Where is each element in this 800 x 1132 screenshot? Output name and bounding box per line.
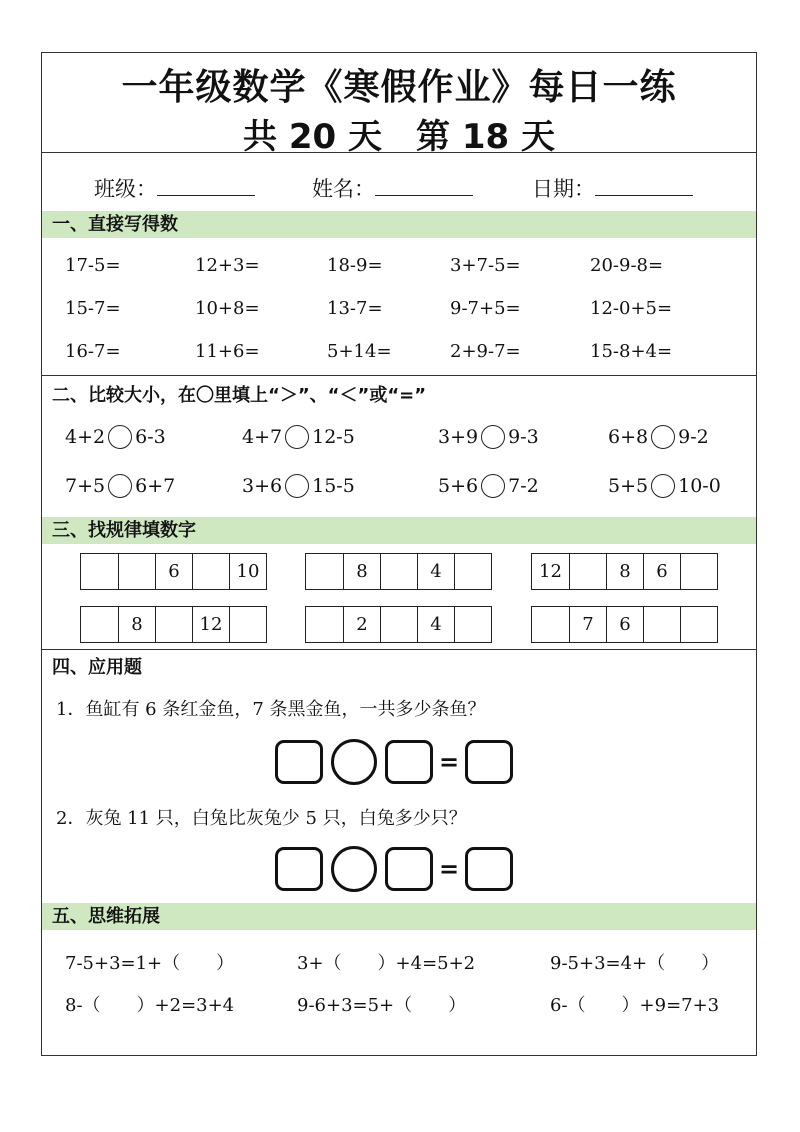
name-blank[interactable] [375, 175, 473, 196]
compare-left: 4+7 [242, 426, 283, 448]
compare-left: 3+6 [242, 475, 283, 497]
answer-box[interactable] [385, 847, 433, 891]
compare-left: 6+8 [608, 426, 649, 448]
fill-in-item[interactable]: 3+（ ）+4=5+2 [297, 953, 476, 974]
compare-left: 4+2 [65, 426, 106, 448]
pattern-cell[interactable] [380, 554, 417, 589]
pattern-row [531, 553, 718, 590]
pattern-cell[interactable]: 4 [417, 607, 454, 642]
answer-equation-2 [275, 846, 513, 892]
pattern-cell[interactable]: 8 [118, 607, 155, 642]
pattern-row [531, 606, 718, 643]
compare-right: 7-2 [508, 475, 539, 497]
worksheet [41, 52, 757, 1056]
pattern-cell[interactable] [569, 554, 606, 589]
pattern-cell[interactable] [454, 607, 491, 642]
pattern-cell[interactable]: 2 [343, 607, 380, 642]
pattern-cell[interactable] [81, 607, 118, 642]
fill-in-item[interactable]: 6-（ ）+9=7+3 [550, 995, 720, 1016]
compare-item [65, 474, 175, 498]
worksheet-title: 一年级数学《寒假作业》每日一练 [121, 67, 677, 108]
compare-left: 5+5 [608, 475, 649, 497]
answer-box[interactable] [275, 740, 323, 784]
operator-circle[interactable] [331, 739, 377, 785]
compare-circle[interactable] [285, 425, 309, 449]
compare-right: 12-5 [312, 426, 355, 448]
section5-title: 五、思维拓展 [42, 903, 756, 930]
compare-item [608, 474, 721, 498]
pattern-cell[interactable] [118, 554, 155, 589]
calc-item[interactable]: 18-9= [327, 255, 383, 276]
section1-title: 一、直接写得数 [42, 211, 756, 238]
pattern-cell[interactable]: 8 [606, 554, 643, 589]
pattern-cell[interactable]: 12 [192, 607, 229, 642]
answer-box[interactable] [275, 847, 323, 891]
calc-item[interactable]: 15-7= [65, 298, 121, 319]
fill-in-item[interactable]: 7-5+3=1+（ ） [65, 953, 235, 974]
compare-item [438, 425, 539, 449]
pattern-cell[interactable] [680, 607, 717, 642]
calc-item[interactable]: 5+14= [327, 341, 392, 362]
calc-item[interactable]: 15-8+4= [590, 341, 673, 362]
section3-title: 三、找规律填数字 [42, 517, 756, 544]
pattern-cell[interactable]: 10 [229, 554, 266, 589]
pattern-row [80, 553, 267, 590]
calc-item[interactable]: 12-0+5= [590, 298, 673, 319]
pattern-cell[interactable] [155, 607, 192, 642]
operator-circle[interactable] [331, 846, 377, 892]
pattern-cell[interactable]: 7 [569, 607, 606, 642]
equals-sign: = [439, 855, 460, 883]
equals-sign: = [439, 748, 460, 776]
pattern-cell[interactable]: 4 [417, 554, 454, 589]
calc-item[interactable]: 13-7= [327, 298, 383, 319]
pattern-cell[interactable] [306, 554, 343, 589]
compare-circle[interactable] [108, 425, 132, 449]
pattern-cell[interactable]: 6 [606, 607, 643, 642]
compare-circle[interactable] [651, 474, 675, 498]
pattern-row [305, 606, 492, 643]
compare-item [242, 425, 355, 449]
pattern-row [305, 553, 492, 590]
calc-item[interactable]: 9-7+5= [450, 298, 521, 319]
compare-circle[interactable] [651, 425, 675, 449]
pattern-cell[interactable]: 6 [643, 554, 680, 589]
calc-item[interactable]: 16-7= [65, 341, 121, 362]
fill-in-item[interactable]: 9-6+3=5+（ ） [297, 995, 467, 1016]
pattern-cell[interactable] [192, 554, 229, 589]
compare-item [242, 474, 355, 498]
divider [42, 375, 756, 376]
compare-right: 9-2 [678, 426, 709, 448]
answer-box[interactable] [385, 740, 433, 784]
class-field[interactable] [94, 173, 255, 203]
pattern-cell[interactable] [532, 607, 569, 642]
name-field[interactable] [312, 173, 473, 203]
fill-in-item[interactable]: 8-（ ）+2=3+4 [65, 995, 235, 1016]
compare-circle[interactable] [285, 474, 309, 498]
compare-right: 10-0 [678, 475, 721, 497]
question-2: 2．灰兔 11 只，白兔比灰兔少 5 只，白兔多少只？ [56, 808, 467, 829]
compare-right: 6+7 [135, 475, 176, 497]
compare-left: 5+6 [438, 475, 479, 497]
pattern-cell[interactable] [306, 607, 343, 642]
calc-item[interactable]: 3+7-5= [450, 255, 521, 276]
compare-right: 6-3 [135, 426, 166, 448]
date-blank[interactable] [595, 175, 693, 196]
calc-item[interactable]: 17-5= [65, 255, 121, 276]
pattern-cell[interactable] [229, 607, 266, 642]
section2-title: 二、比较大小，在〇里填上“＞”、“＜”或“=” [52, 385, 427, 406]
compare-left: 7+5 [65, 475, 106, 497]
pattern-cell[interactable]: 8 [343, 554, 380, 589]
answer-box[interactable] [465, 847, 513, 891]
question-1: 1．鱼缸有 6 条红金鱼，7 条黑金鱼，一共多少条鱼？ [56, 699, 486, 720]
class-label: 班级： [94, 177, 157, 201]
section4-title: 四、应用题 [52, 657, 142, 678]
calc-item[interactable]: 10+8= [195, 298, 260, 319]
compare-item [608, 425, 709, 449]
compare-right: 15-5 [312, 475, 355, 497]
pattern-cell[interactable] [454, 554, 491, 589]
calc-item[interactable]: 12+3= [195, 255, 260, 276]
compare-item [65, 425, 166, 449]
date-label: 日期： [532, 177, 595, 201]
date-field[interactable] [532, 173, 693, 203]
pattern-cell[interactable]: 6 [155, 554, 192, 589]
compare-left: 3+9 [438, 426, 479, 448]
pattern-cell[interactable] [380, 607, 417, 642]
pattern-cell[interactable] [81, 554, 118, 589]
worksheet-subtitle: 共 20 天 第 18 天 [243, 117, 555, 157]
compare-right: 9-3 [508, 426, 539, 448]
fill-in-item[interactable]: 9-5+3=4+（ ） [550, 953, 720, 974]
calc-item[interactable]: 11+6= [195, 341, 260, 362]
pattern-cell[interactable] [680, 554, 717, 589]
pattern-cell[interactable] [643, 607, 680, 642]
divider [42, 152, 756, 153]
compare-circle[interactable] [481, 425, 505, 449]
calc-item[interactable]: 2+9-7= [450, 341, 521, 362]
answer-box[interactable] [465, 740, 513, 784]
pattern-cell[interactable]: 12 [539, 561, 562, 582]
compare-circle[interactable] [108, 474, 132, 498]
divider [42, 649, 756, 650]
pattern-row [80, 606, 267, 643]
class-blank[interactable] [157, 175, 255, 196]
name-label: 姓名： [312, 177, 375, 201]
calc-item[interactable]: 20-9-8= [590, 255, 664, 276]
answer-equation-1 [275, 739, 513, 785]
compare-circle[interactable] [481, 474, 505, 498]
compare-item [438, 474, 539, 498]
